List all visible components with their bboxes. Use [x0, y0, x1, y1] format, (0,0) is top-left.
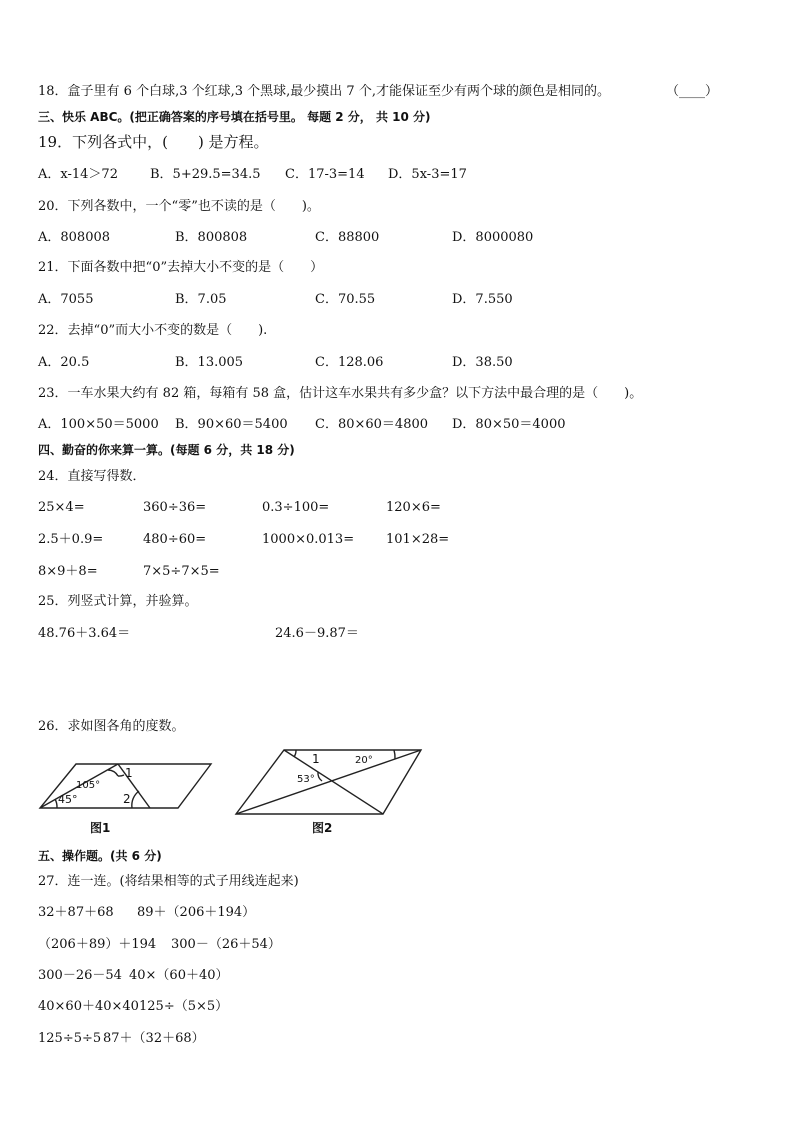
q20-option-c[interactable]: C．88800 [315, 230, 380, 245]
q21-stem: 21．下面各数中把“0”去掉大小不变的是（ ） [38, 260, 324, 275]
q25-stem: 25．列竖式计算，并验算。 [38, 594, 198, 609]
q24-expression: 101×28= [386, 532, 450, 547]
q21-option-b[interactable]: B．7.05 [175, 292, 227, 307]
fig1-label-angle-1: 1 [125, 766, 133, 780]
q24-expression: 0.3÷100= [262, 500, 330, 515]
q19-stem: 19．下列各式中，( ) 是方程。 [38, 133, 269, 151]
q27-left-expression[interactable]: 32＋87＋68 [38, 905, 114, 920]
q20-option-d[interactable]: D．8000080 [452, 230, 534, 245]
q22-option-a[interactable]: A．20.5 [38, 355, 90, 370]
section-4-heading: 四、勤奋的你来算一算。(每题 6 分，共 18 分) [38, 443, 295, 457]
q19-option-d[interactable]: D．5x-3=17 [388, 167, 467, 182]
q20-stem: 20．下列各数中，一个“零”也不读的是（ )。 [38, 199, 320, 214]
q27-right-expression[interactable]: 300－（26＋54） [171, 937, 281, 952]
q25-item-1: 48.76＋3.64＝ [38, 626, 131, 641]
q24-expression: 120×6= [386, 500, 441, 515]
q24-expression: 1000×0.013= [262, 532, 355, 547]
fig2-label-20: 20° [355, 755, 373, 766]
q21-option-d[interactable]: D．7.550 [452, 292, 513, 307]
q18-text: 18．盒子里有 6 个白球,3 个红球,3 个黑球,最少摸出 7 个,才能保证至少有两个球的颜色是相同的。 [38, 84, 610, 99]
q24-expression: 480÷60= [143, 532, 207, 547]
q27-left-expression[interactable]: 40×60＋40×40 [38, 999, 139, 1014]
section-3-heading: 三、快乐 ABC。(把正确答案的序号填在括号里。 每题 2 分， 共 10 分) [38, 110, 431, 124]
q20-option-a[interactable]: A．808008 [38, 230, 111, 245]
q26-stem: 26．求如图各角的度数。 [38, 719, 185, 734]
fig2-label-53: 53° [297, 774, 315, 785]
q22-option-b[interactable]: B．13.005 [175, 355, 244, 370]
q27-right-expression[interactable]: 40×（60＋40） [129, 968, 229, 983]
q24-expression: 25×4= [38, 500, 85, 515]
q27-right-expression[interactable]: 89＋（206＋194） [137, 905, 256, 920]
q27-left-expression[interactable]: 125÷5÷5 [38, 1031, 102, 1046]
q23-option-a[interactable]: A．100×50＝5000 [38, 417, 159, 432]
q27-left-expression[interactable]: 300－26－54 [38, 968, 122, 983]
q24-expression: 360÷36= [143, 500, 207, 515]
fig1-label-105: 105° [76, 780, 101, 791]
q23-option-c[interactable]: C．80×60＝4800 [315, 417, 429, 432]
section-5-heading: 五、操作题。(共 6 分) [38, 849, 162, 863]
q27-right-expression[interactable]: 87＋（32＋68） [103, 1031, 205, 1046]
q27-stem: 27．连一连。(将结果相等的式子用线连起来) [38, 874, 299, 889]
q18-answer-blank[interactable]: （____） [666, 84, 719, 99]
q19-option-c[interactable]: C．17-3=14 [285, 167, 365, 182]
q27-left-expression[interactable]: （206＋89）＋194 [38, 937, 157, 952]
q23-option-b[interactable]: B．90×60＝5400 [175, 417, 288, 432]
fig2-caption: 图2 [312, 821, 333, 835]
fig1-label-45: 45° [58, 793, 78, 806]
fig2-label-angle-1: 1 [312, 752, 320, 766]
fig1-label-angle-2: 2 [123, 792, 131, 806]
q22-option-d[interactable]: D．38.50 [452, 355, 513, 370]
q24-expression: 8×9＋8= [38, 564, 98, 579]
q23-stem: 23．一车水果大约有 82 箱，每箱有 58 盒，估计这车水果共有多少盒？以下方法中最合理的是（ )。 [38, 386, 643, 401]
q23-option-d[interactable]: D．80×50＝4000 [452, 417, 566, 432]
q25-item-2: 24.6－9.87＝ [275, 626, 359, 641]
q19-option-a[interactable]: A．x-14＞72 [38, 167, 118, 182]
fig1-caption: 图1 [90, 821, 111, 835]
q24-expression: 7×5÷7×5= [143, 564, 220, 579]
q22-stem: 22．去掉“0”而大小不变的数是（ ). [38, 323, 268, 338]
q27-right-expression[interactable]: 125÷（5×5） [139, 999, 229, 1014]
q20-option-b[interactable]: B．800808 [175, 230, 248, 245]
q21-option-c[interactable]: C．70.55 [315, 292, 376, 307]
q24-stem: 24．直接写得数． [38, 469, 146, 484]
q24-expression: 2.5＋0.9= [38, 532, 104, 547]
q19-option-b[interactable]: B．5+29.5=34.5 [150, 167, 261, 182]
q21-option-a[interactable]: A．7055 [38, 292, 94, 307]
q22-option-c[interactable]: C．128.06 [315, 355, 384, 370]
